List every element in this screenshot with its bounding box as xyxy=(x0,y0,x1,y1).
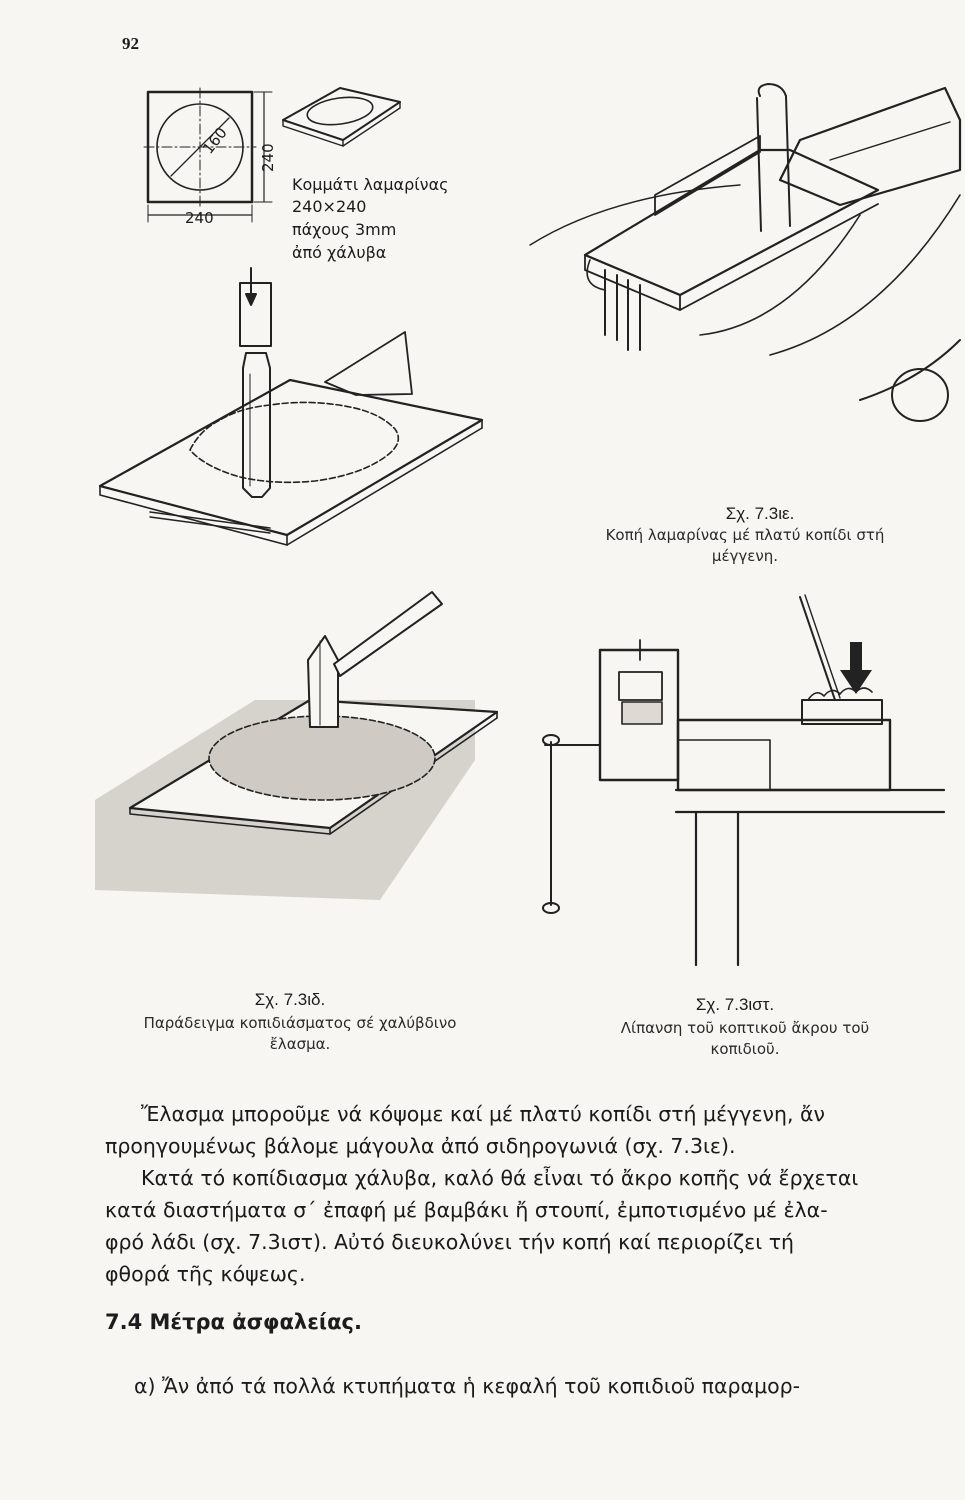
caption-7-3ie-text xyxy=(545,525,945,567)
caption-7-3ist-text xyxy=(545,1018,945,1060)
page-number: 92 xyxy=(122,34,139,53)
caption-7-3id-text xyxy=(90,1013,510,1055)
sheet-perspective-small xyxy=(283,88,400,146)
sheet-label-line4: ἀπό χάλυβα xyxy=(292,243,387,262)
sheet-label-line3: πάχους 3mm xyxy=(292,220,397,239)
body-paragraphs xyxy=(105,1098,917,1290)
vise-cutting-drawing xyxy=(530,84,960,421)
vise-lubrication-drawing xyxy=(543,595,944,965)
paragraph-2-line3: φρό λάδι (σχ. 7.3ιστ). Αὐτό διευκολύνει τήν κοπή καί περιορίζει τή xyxy=(105,1230,795,1254)
caption-7-3ist-number: Σχ. 7.3ιστ. xyxy=(695,995,775,1014)
dim-side-horizontal-label: 240 xyxy=(185,209,214,227)
paragraph-1-line1: Ἔλασμα μποροῦμε νά κόψομε καί μέ πλατύ κοπίδι στή μέγγενη, ἄν xyxy=(141,1102,825,1126)
paragraph-1-line2: προηγουμένως βάλομε μάγουλα ἀπό σιδηρογωνιά (σχ. 7.3ιε). xyxy=(105,1134,736,1158)
dim-diameter-label: 160 xyxy=(198,123,231,158)
caption-7-3ist-line1: Λίπανση τοῦ κοπτικοῦ ἄκρου τοῦ xyxy=(620,1019,870,1037)
paragraph-2-line2: κατά διαστήματα σ΄ ἐπαφή μέ βαμβάκι ἤ στουπί, ἐμποτισμένο μέ ἐλα- xyxy=(105,1198,828,1222)
caption-7-3id-line1: Παράδειγμα κοπιδιάσματος σέ χαλύβδινο xyxy=(143,1014,457,1032)
caption-7-3id-line2: ἔλασμα. xyxy=(269,1035,331,1053)
caption-7-3ie-line2: μέγγενη. xyxy=(711,547,779,565)
chisel-on-plate-drawing xyxy=(100,283,482,545)
section-heading: 7.4 Μέτρα ἀσφαλείας. xyxy=(105,1310,362,1334)
dim-side-vertical-label: 240 xyxy=(259,143,277,172)
caption-7-3ie-number: Σχ. 7.3ιε. xyxy=(725,504,795,523)
paragraph-2-line1: Κατά τό κοπίδιασμα χάλυβα, καλό θά εἶναι τό ἄκρο κοπῆς νά ἔρχεται xyxy=(141,1166,859,1190)
hammer-on-plate-drawing xyxy=(95,592,497,900)
caption-7-3ist-line2: κοπιδιοῦ. xyxy=(710,1040,780,1058)
sheet-label-line2: 240×240 xyxy=(292,197,367,216)
paragraph-2-line4: φθορά τῆς κόψεως. xyxy=(105,1262,306,1286)
list-item-a: α) Ἄν ἀπό τά πολλά κτυπήματα ἡ κεφαλή τοῦ κοπιδιοῦ παραμορ- xyxy=(134,1374,801,1398)
sheet-label-line1: Κομμάτι λαμαρίνας xyxy=(292,175,449,194)
caption-7-3id-number: Σχ. 7.3ιδ. xyxy=(254,990,326,1009)
caption-7-3ie-line1: Κοπή λαμαρίνας μέ πλατύ κοπίδι στή xyxy=(605,526,885,544)
sheet-plan-drawing xyxy=(144,88,272,222)
